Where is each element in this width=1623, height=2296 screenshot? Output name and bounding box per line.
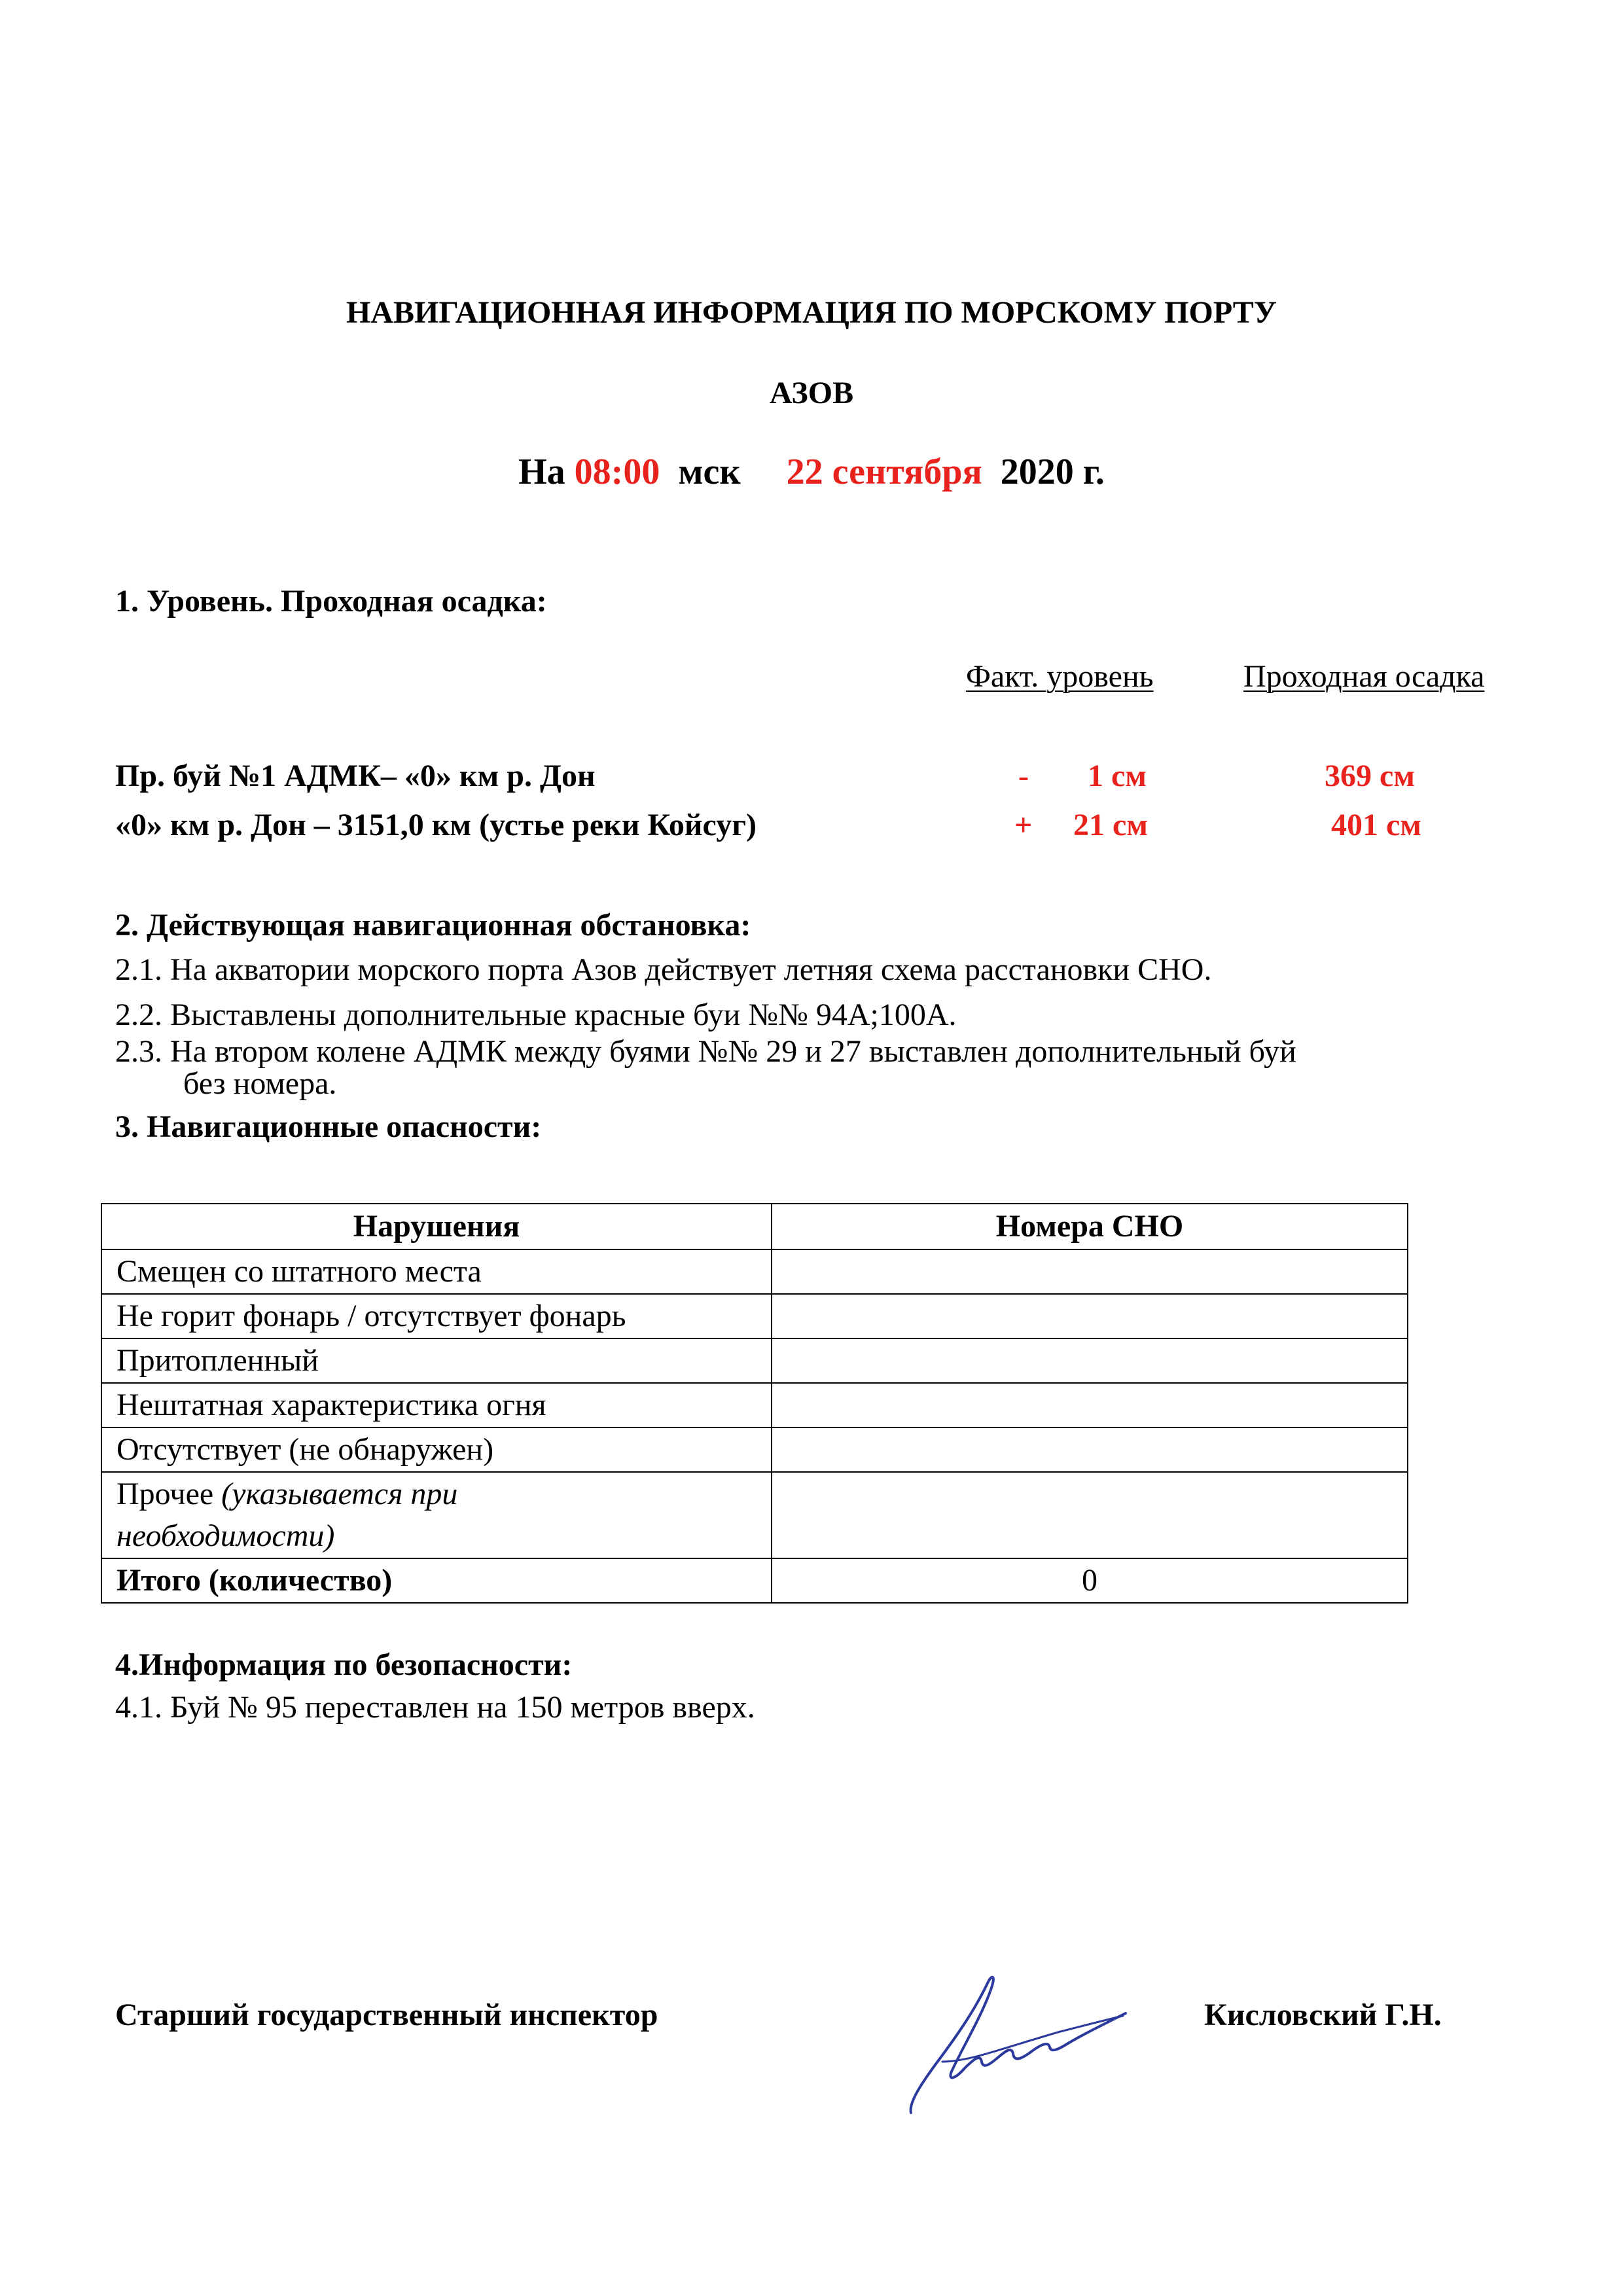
level-row-label: «0» км р. Дон – 3151,0 км (устье реки Койсуг) [115,808,757,842]
signature-image [897,1964,1132,2121]
table-cell-aids [772,1472,1408,1558]
table-row [101,1249,1408,1294]
date-line [0,450,1623,493]
column-header-draft: Проходная осадка [1243,659,1485,694]
section3-heading: 3. Навигационные опасности: [115,1109,542,1144]
table-cell-aids [772,1383,1408,1427]
date-prefix: На [518,452,565,492]
table-cell-violation: Нештатная характеристика огня [101,1383,772,1427]
table-row [101,1338,1408,1383]
section2-heading: 2. Действующая навигационная обстановка: [115,908,751,942]
situation-item: 2.1. На акватории морского порта Азов действует летняя схема расстановки СНО. [115,952,1212,987]
table-row-other [101,1472,1408,1558]
signer-position: Старший государственный инспектор [115,1998,658,2032]
table-row [101,1383,1408,1427]
table-cell-aids [772,1338,1408,1383]
time-value: 08:00 [574,452,660,492]
level-row-draft: 401 см [1331,808,1421,842]
table-cell-other [101,1472,772,1558]
table-header-violations: Нарушения [101,1204,772,1249]
port-name: АЗОВ [769,376,854,410]
table-row [101,1427,1408,1472]
level-row-fact: 21 см [1073,808,1148,842]
other-label: Прочее [116,1477,214,1511]
level-row-fact: 1 см [1088,759,1147,793]
table-row [101,1294,1408,1338]
table-cell-violation: Смещен со штатного места [101,1249,772,1294]
table-header-aids-numbers: Номера СНО [772,1204,1408,1249]
safety-item: 4.1. Буй № 95 переставлен на 150 метров вверх. [115,1690,755,1725]
table-cell-aids [772,1427,1408,1472]
section1-heading: 1. Уровень. Проходная осадка: [115,584,547,619]
timezone: мск [678,452,741,492]
hazards-table [101,1203,1408,1604]
level-row-label: Пр. буй №1 АДМК– «0» км р. Дон [115,759,596,793]
year-value: 2020 г. [1000,452,1105,492]
level-row-draft: 369 см [1325,759,1415,793]
date-value: 22 сентября [786,452,982,492]
table-header-row [101,1204,1408,1249]
table-cell-violation: Не горит фонарь / отсутствует фонарь [101,1294,772,1338]
level-row-sign: + [1014,808,1033,842]
signer-name: Кисловский Г.Н. [1204,1998,1442,2032]
column-header-fact-level: Факт. уровень [966,659,1154,694]
other-note-continuation: необходимости) [116,1518,335,1553]
table-row-total [101,1558,1408,1603]
other-note: (указывается при [221,1477,458,1511]
table-cell-violation: Отсутствует (не обнаружен) [101,1427,772,1472]
total-label: Итого (количество) [101,1558,772,1603]
section4-heading: 4.Информация по безопасности: [115,1647,573,1682]
situation-item: 2.2. Выставлены дополнительные красные буи №№ 94А;100А. [115,997,957,1032]
situation-item-continuation: без номера. [183,1066,337,1101]
document-title: НАВИГАЦИОННАЯ ИНФОРМАЦИЯ ПО МОРСКОМУ ПОРТУ [346,295,1277,330]
table-cell-aids [772,1294,1408,1338]
table-cell-aids [772,1249,1408,1294]
total-value: 0 [772,1558,1408,1603]
situation-item: 2.3. На втором колене АДМК между буями №№ 29 и 27 выставлен дополнительный буй [115,1034,1296,1069]
table-cell-violation: Притопленный [101,1338,772,1383]
level-row-sign: - [1018,759,1029,793]
